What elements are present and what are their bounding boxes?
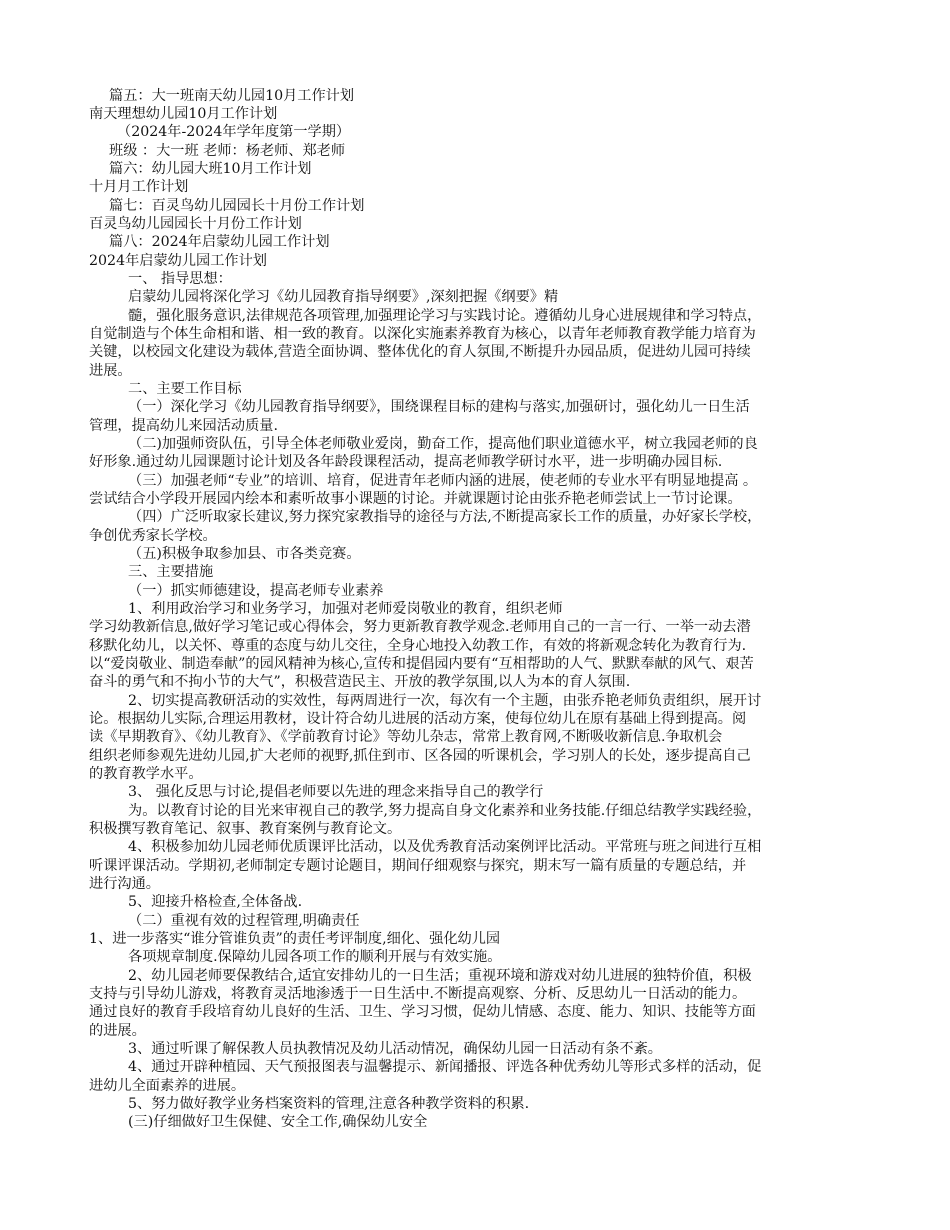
paragraph-line: 2、切实提高教研活动的实效性，每两周进行一次，每次有一个主题，由张乔艳老师负责组织，展开讨 [128,693,762,709]
paragraph-line: 的教育教学水平。 [89,766,203,782]
paragraph-line: 学习幼教新信息,做好学习笔记或心得体会，努力更新教育教学观念.老师用自己的一言一行、一举一动去潜 [89,619,751,635]
paragraph-line: 奋斗的勇气和不拘小节的大气”，积极营造民主、开放的教学氛围,以人为本的育人氛围. [89,674,631,690]
subsection-heading: (三)仔细做好卫生保健、安全工作,确保幼儿安全 [128,1114,428,1130]
plan-title: 2024年启蒙幼儿园工作计划 [89,253,267,269]
semester-line: （2024年-2024年学年度第一学期） [117,124,351,140]
heading-part-6: 篇六：幼儿园大班10月工作计划 [109,161,312,177]
paragraph-line: 1、进一步落实“谁分管谁负责”的责任考评制度,细化、强化幼儿园 [89,931,501,947]
paragraph-line: 4、积极参加幼儿园老师优质课评比活动，以及优秀教育活动案例评比活动。平常班与班之间进行互相 [128,839,762,855]
paragraph-line: 2、幼儿园老师要保教结合,适宜安排幼儿的一日生活；重视环境和游戏对幼儿进展的独特价值，积极 [128,968,752,984]
paragraph-line: 启蒙幼儿园将深化学习《幼儿园教育指导纲要》,深刻把握《纲要》精 [128,289,559,305]
paragraph-line: 进展。 [89,363,132,379]
paragraph-line: 4、通过开辟种植园、天气预报图表与温馨提示、新闻播报、评选各种优秀幼儿等形式多样的活动，促 [128,1059,762,1075]
heading-part-7: 篇七：百灵鸟幼儿园园长十月份工作计划 [109,198,365,214]
paragraph-line: 移默化幼儿，以关怀、尊重的态度与幼儿交往，全身心地投入幼教工作，有效的将新观念转化为教育行为. [89,638,747,654]
paragraph-line: 关键，以校园文化建设为载体,营造全面协调、整体优化的育人氛围,不断提升办园品质，促进幼儿园可持续 [89,344,751,360]
class-teacher-line: 班级 ：大一班 老师：杨老师、郑老师 [109,143,346,159]
paragraph-line: 论。根据幼儿实际,合理运用教材，设计符合幼儿进展的活动方案，使每位幼儿在原有基础上得到提高。阅 [89,711,747,727]
paragraph-line: 支持与引导幼儿游戏，将教育灵活地渗透于一日生活中.不断提高观察、分析、反思幼儿一日活动的能力。 [89,986,747,1002]
paragraph-line: 自觉制造与个体生命相和谐、相一致的教育。以深化实施素养教育为核心，以青年老师教育教学能力培育为 [89,326,756,342]
paragraph-line: 听课评课活动。学期初,老师制定专题讨论题目，期间仔细观察与探究，期末写一篇有质量的专题总结，并 [89,858,747,874]
paragraph-line: 组织老师参观先进幼儿园,扩大老师的视野,抓住到市、区各园的听课机会，学习别人的长处，逐步提高自己 [89,748,751,764]
paragraph-line: 进行沟通。 [89,876,160,892]
heading-part-5: 篇五：大一班南天幼儿园10月工作计划 [109,88,355,104]
paragraph-line: 为。以教育讨论的目光来审视自己的教学,努力提高自身文化素养和业务技能.仔细总结教学实践经验， [128,803,762,819]
heading-part-8: 篇八：2024年启蒙幼儿园工作计划 [109,234,330,250]
paragraph-line: 3、 强化反思与讨论,提倡老师要以先进的理念来指导自己的教学行 [128,784,544,800]
paragraph-line: 进幼儿全面素养的进展。 [89,1078,246,1094]
paragraph-line: （二)加强师资队伍，引导全体老师敬业爱岗，勤奋工作，提高他们职业道德水平，树立我园老师的良 [128,436,758,452]
paragraph-line: 各项规章制度.保障幼儿园各项工作的顺利开展与有效实施。 [128,949,502,965]
paragraph-line: 3、通过听课了解保教人员执教情况及幼儿活动情况，确保幼儿园一日活动有条不紊。 [128,1041,662,1057]
paragraph-line: （五)积极争取参加县、市各类竞赛。 [128,546,361,562]
paragraph-line: 好形象.通过幼儿园课题讨论计划及各年龄段课程活动，提高老师教学研讨水平，进一步明确办园目标. [89,454,723,470]
paragraph-line: （四）广泛听取家长建议,努力探究家教指导的途径与方法,不断提高家长工作的质量，办好家长学校， [128,509,762,525]
subsection-heading: （一）抓实师德建设，提高老师专业素养 [128,583,384,599]
paragraph-line: 积极撰写教育笔记、叙事、教育案例与教育论文。 [89,821,402,837]
paragraph-line: 通过良好的教育手段培育幼儿良好的生活、卫生、学习习惯，促幼儿情感、态度、能力、知识、技能等方面 [89,1004,756,1020]
paragraph-line: 的进展。 [89,1023,146,1039]
paragraph-line: 管理，提高幼儿来园活动质量. [89,418,278,434]
plan-title: 南天理想幼儿园10月工作计划 [89,106,278,122]
paragraph-line: 读《早期教育》、《幼儿教育》、《学前教育讨论》等幼儿杂志，常常上教育网,不断吸收新信息.争取机会 [89,729,723,745]
section-heading: 三、主要措施 [128,564,214,580]
section-heading: 二、主要工作目标 [128,381,242,397]
paragraph-line: 5、迎接升格检查,全体备战. [128,894,303,910]
paragraph-line: 5、努力做好教学业务档案资料的管理,注意各种教学资料的积累. [128,1096,530,1112]
paragraph-line: 争创优秀家长学校。 [89,528,217,544]
paragraph-line: 尝试结合小学段开展园内绘本和素听故事小课题的讨论。并就课题讨论由张乔艳老师尝试上一节讨论课。 [89,491,742,507]
paragraph-line: 髓，强化服务意识,法律规范各项管理,加强理论学习与实践讨论。遵循幼儿身心进展规律和学习特点， [128,308,762,324]
paragraph-line: （一）深化学习《幼儿园教育指导纲要》，围绕课程目标的建构与落实,加强研讨，强化幼儿一日生活 [128,399,750,415]
plan-title: 百灵鸟幼儿园园长十月份工作计划 [89,216,302,232]
section-heading: 一、 指导思想： [128,271,232,287]
paragraph-line: （三）加强老师“专业”的培训、培育，促进青年老师内涵的进展，使老师的专业水平有明显地提高 。 [128,473,758,489]
paragraph-line: 以“爱岗敬业、制造奉献”的园风精神为核心,宣传和提倡园内要有“互相帮助的人气、默默奉献的风气、艰苦 [89,656,754,672]
paragraph-line: 1、利用政治学习和业务学习，加强对老师爱岗敬业的教育，组织老师 [128,601,563,617]
subsection-heading: （二）重视有效的过程管理,明确责任 [128,913,360,929]
plan-title: 十月月工作计划 [89,179,189,195]
